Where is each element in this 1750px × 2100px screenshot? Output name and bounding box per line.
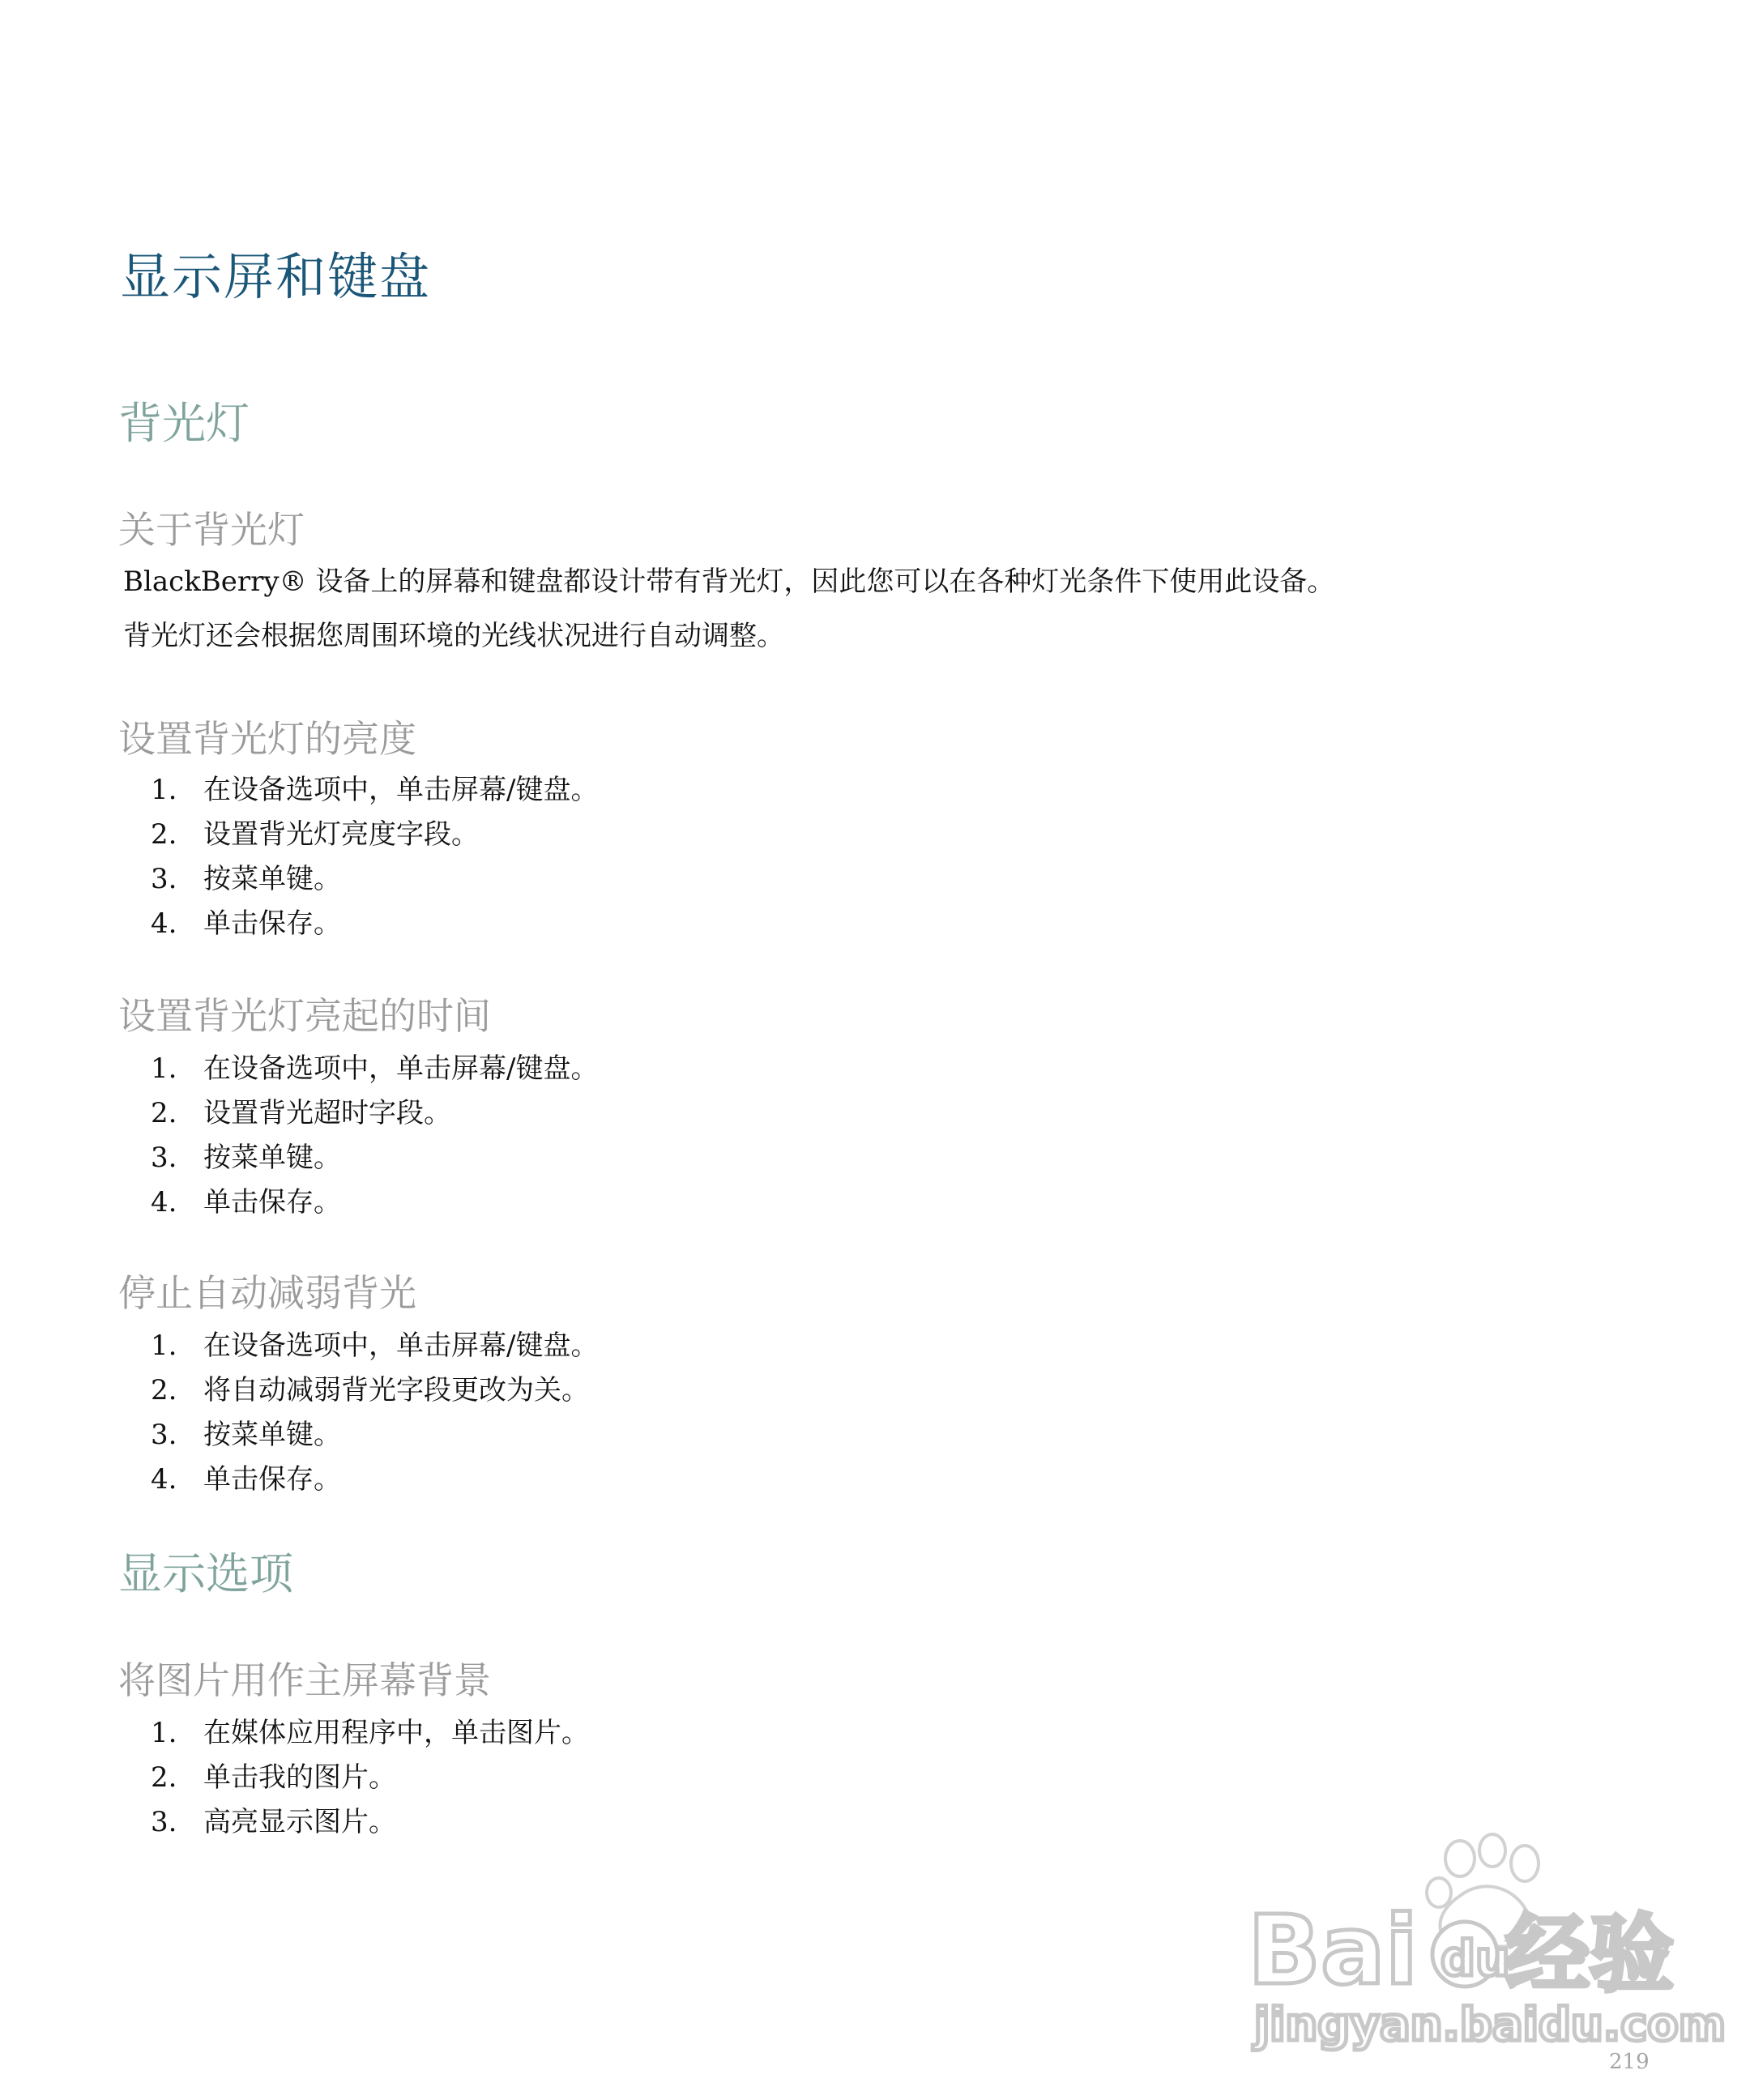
step-number: 1. — [151, 1330, 177, 1362]
step-number: 1. — [151, 1052, 177, 1085]
about-backlight-paragraph-2: 背光灯还会根据您周围环境的光线状况进行自动调整。 — [123, 620, 784, 652]
subsection-title-brightness: 设置背光灯的亮度 — [118, 717, 416, 761]
step-text: 按菜单键。 — [203, 1419, 341, 1451]
page-number: 219 — [1609, 2050, 1650, 2074]
step-text: 单击保存。 — [203, 1463, 341, 1496]
step-text: 按菜单键。 — [203, 863, 341, 895]
subsection-title-timeout: 设置背光灯亮起的时间 — [118, 994, 491, 1038]
baidu-jingyan-watermark-logo — [1248, 1839, 1727, 2051]
step-text: 在设备选项中，单击屏幕/键盘。 — [203, 1052, 599, 1085]
step-text: 设置背光灯亮度字段。 — [203, 818, 479, 851]
subsection-title-wallpaper: 将图片用作主屏幕背景 — [118, 1658, 491, 1702]
step-text: 在设备选项中，单击屏幕/键盘。 — [203, 774, 599, 806]
step-text: 单击保存。 — [203, 907, 341, 940]
step-text: 将自动减弱背光字段更改为关。 — [203, 1374, 589, 1406]
step-number: 3. — [151, 1419, 177, 1451]
svg-text:du: du — [1441, 1931, 1510, 1987]
section-title-backlight: 背光灯 — [118, 398, 250, 449]
step-text: 按菜单键。 — [203, 1142, 341, 1174]
svg-text:经验: 经验 — [1505, 1905, 1675, 2004]
about-backlight-paragraph-1: BlackBerry® 设备上的屏幕和键盘都设计带有背光灯，因此您可以在各种灯光条件下使用此设备。 — [123, 566, 1335, 598]
subsection-title-dimming: 停止自动减弱背光 — [118, 1271, 416, 1315]
step-number: 1. — [151, 774, 177, 806]
step-text: 在媒体应用程序中，单击图片。 — [203, 1717, 589, 1749]
step-number: 3. — [151, 863, 177, 895]
step-number: 2. — [151, 1097, 177, 1129]
step-number: 2. — [151, 818, 177, 851]
step-number: 2. — [151, 1761, 177, 1794]
step-text: 单击我的图片。 — [203, 1761, 396, 1794]
step-number: 3. — [151, 1806, 177, 1838]
chapter-title: 显示屏和键盘 — [120, 247, 432, 306]
svg-text:jingyan.baidu.com: jingyan.baidu.com — [1254, 1999, 1727, 2051]
step-text: 高亮显示图片。 — [203, 1806, 396, 1838]
section-title-display-options: 显示选项 — [118, 1548, 293, 1599]
step-number: 4. — [151, 1186, 177, 1219]
step-number: 4. — [151, 1463, 177, 1496]
step-number: 2. — [151, 1374, 177, 1406]
svg-text:Bai: Bai — [1248, 1894, 1419, 2006]
subsection-title-about-backlight: 关于背光灯 — [118, 508, 305, 552]
step-number: 1. — [151, 1717, 177, 1749]
step-number: 4. — [151, 907, 177, 940]
step-number: 3. — [151, 1142, 177, 1174]
step-text: 单击保存。 — [203, 1186, 341, 1219]
step-text: 设置背光超时字段。 — [203, 1097, 451, 1129]
step-text: 在设备选项中，单击屏幕/键盘。 — [203, 1330, 599, 1362]
